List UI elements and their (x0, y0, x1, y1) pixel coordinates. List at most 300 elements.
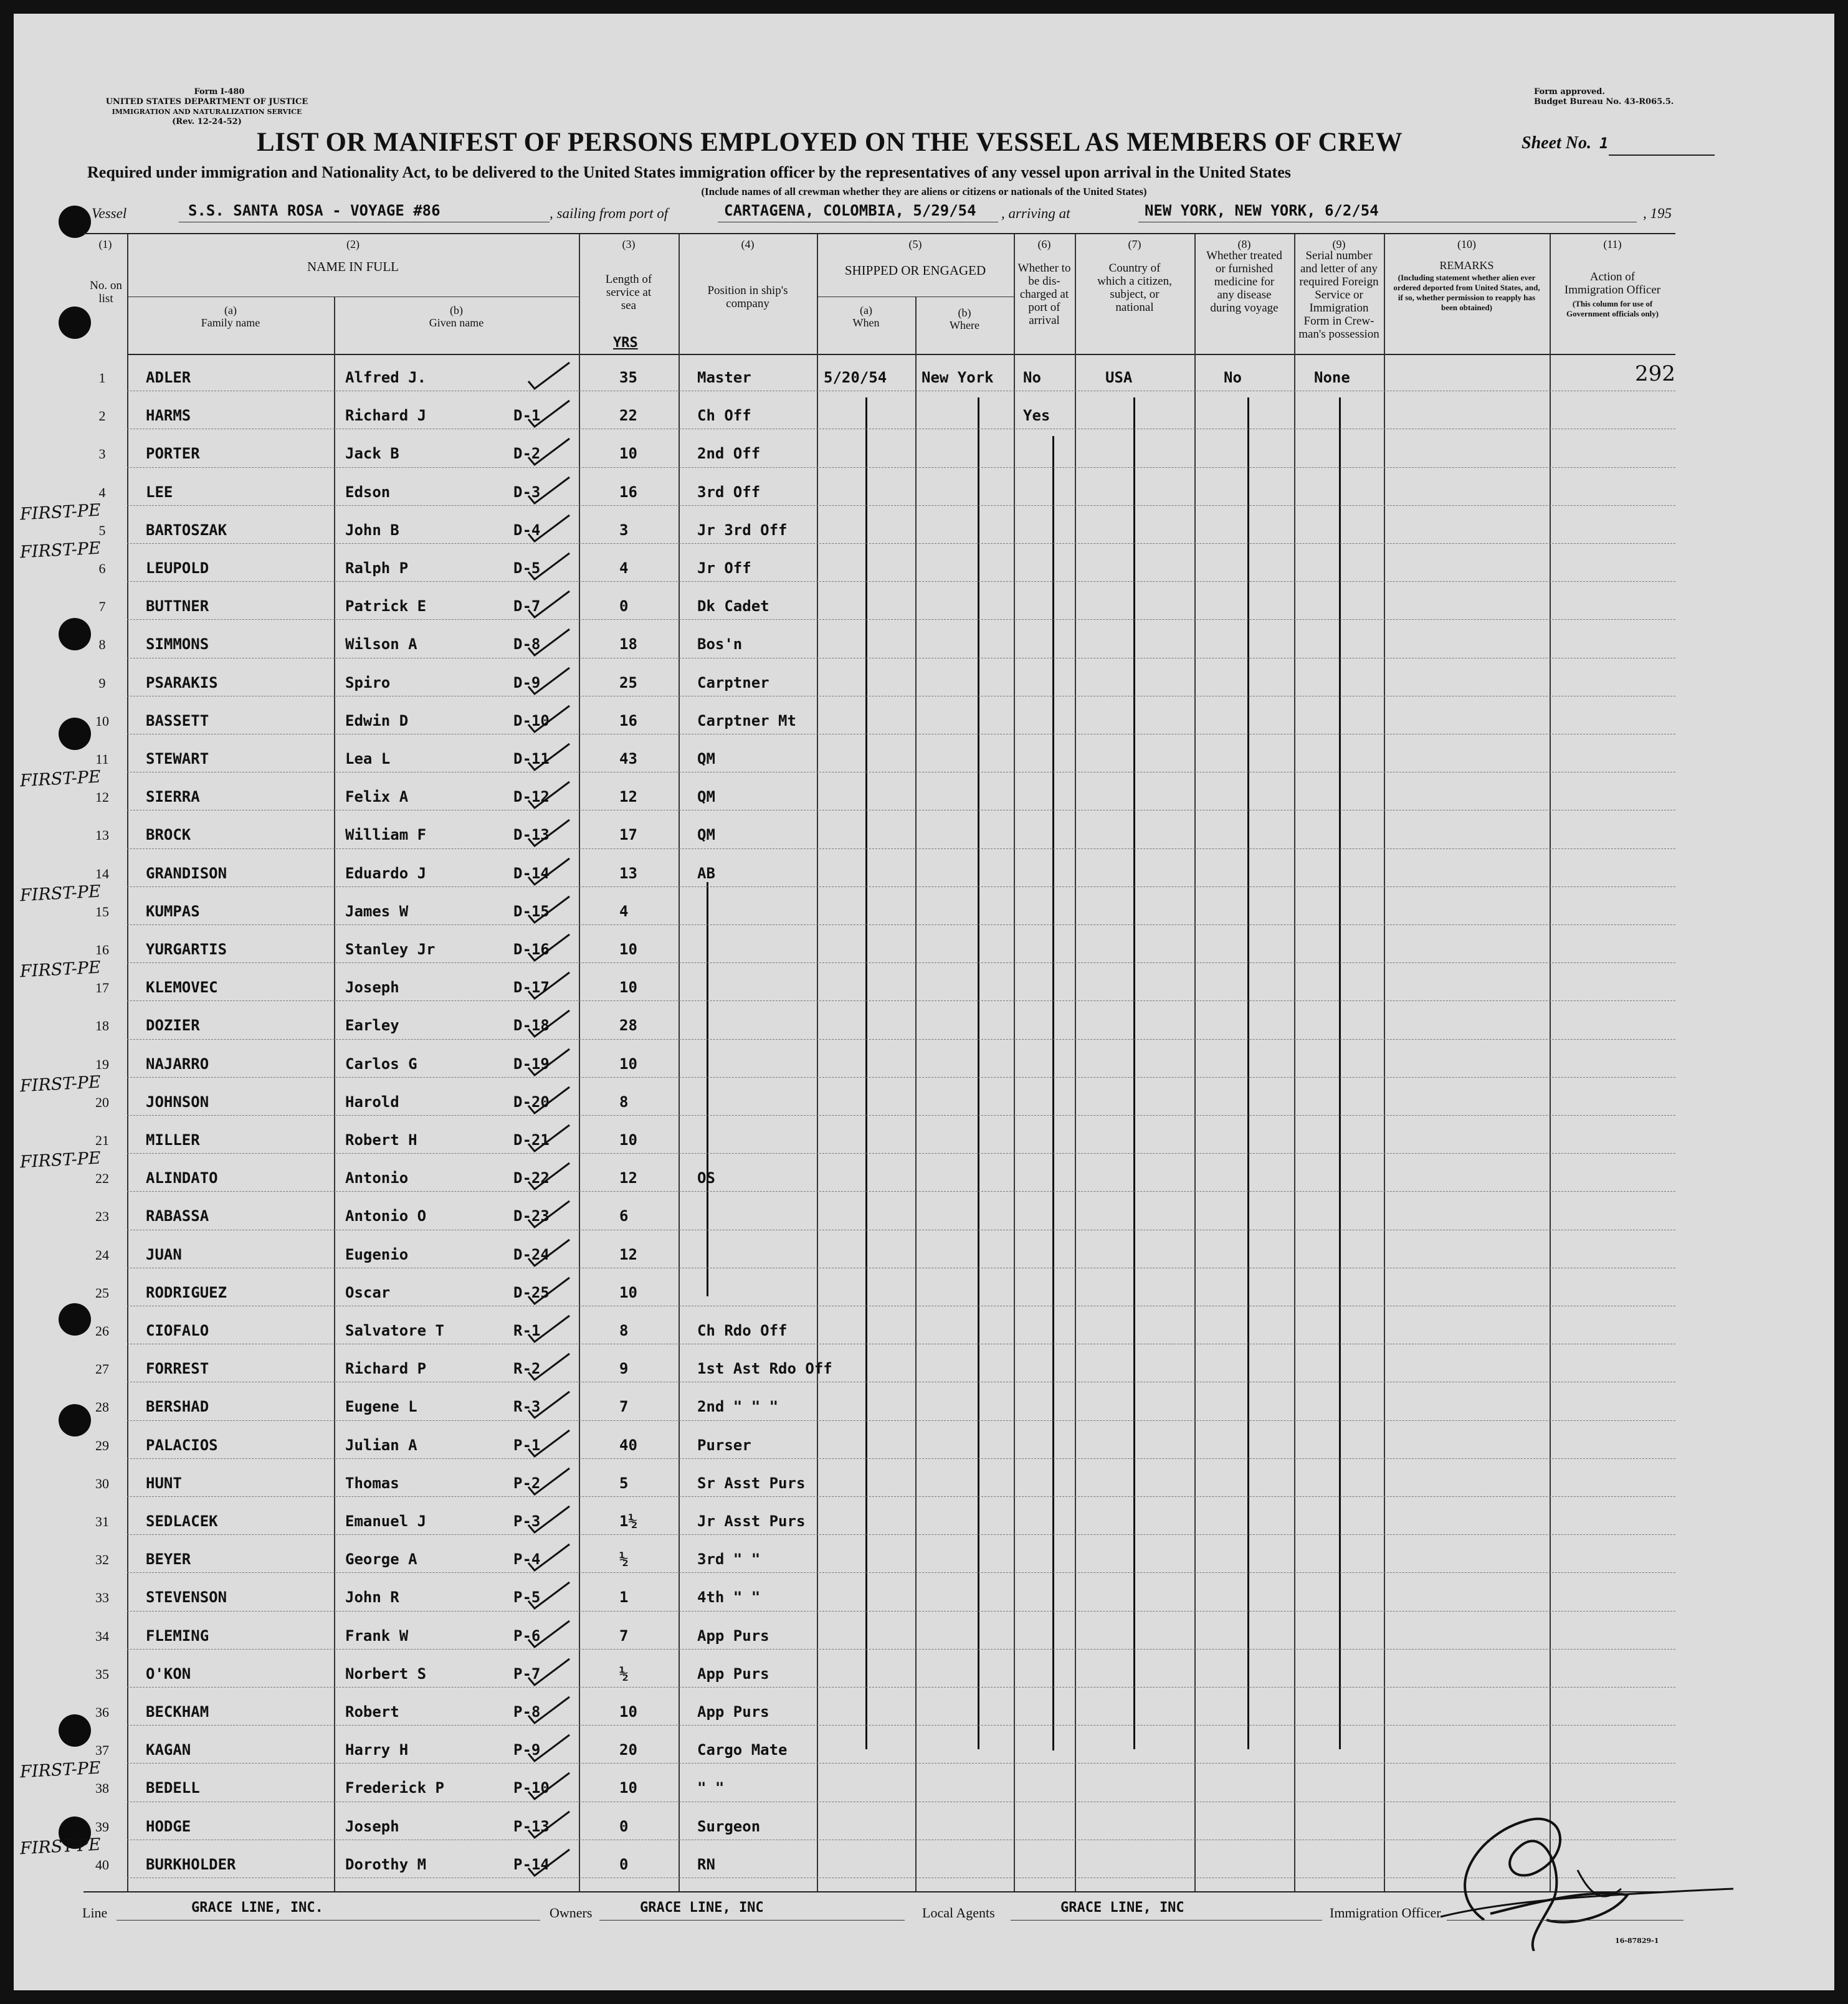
crew-given-name: Richard P (345, 1360, 427, 1378)
crew-row-number: 30 (95, 1475, 109, 1491)
col-number-2: (2) (346, 238, 360, 250)
crew-row-number: 19 (95, 1056, 109, 1072)
discharged-header: Whether to be dis-charged at port of arrival (1017, 262, 1071, 327)
crew-code: P-1 (513, 1436, 541, 1454)
crew-row (83, 1572, 1675, 1610)
crew-row (83, 1687, 1675, 1724)
sheet-number: 1 (1599, 135, 1609, 152)
crew-row (83, 886, 1675, 924)
col-number-5: (5) (908, 238, 922, 250)
crew-family-name: ADLER (146, 369, 191, 386)
officer-underline (1447, 1920, 1684, 1921)
crew-row (83, 1268, 1675, 1305)
crew-family-name: JOHNSON (146, 1093, 209, 1111)
margin-note: FIRST-PE (19, 767, 102, 791)
check-mark-icon (520, 890, 576, 928)
crew-row (83, 1039, 1675, 1076)
col-number-9: (9) (1332, 238, 1346, 250)
crew-family-name: PORTER (146, 445, 200, 463)
crew-family-name: PSARAKIS (146, 673, 218, 691)
crew-position: 4th " " (697, 1588, 761, 1607)
crew-position: QM (697, 826, 715, 844)
crew-years: 22 (619, 407, 637, 425)
check-mark-icon (520, 1653, 576, 1690)
crew-row (83, 505, 1675, 543)
col-number-6: (6) (1037, 238, 1051, 250)
crew-years: 12 (619, 1169, 637, 1187)
crew-row (83, 1306, 1675, 1343)
crew-row (83, 1420, 1675, 1458)
crew-row (83, 658, 1675, 695)
crew-family-name: BURKHOLDER (146, 1855, 236, 1873)
check-mark-icon (520, 700, 576, 737)
print-code: 16-87829-1 (1615, 1937, 1659, 1945)
crew-family-name: JUAN (146, 1245, 182, 1263)
crew-family-name: KLEMOVEC (146, 979, 218, 997)
owners-label: Owners (550, 1905, 593, 1921)
crew-years: 10 (619, 979, 637, 997)
crew-position: Ch Off (697, 407, 751, 425)
margin-note: FIRST-PE (19, 538, 102, 563)
sheet-underline (1609, 154, 1715, 156)
crew-row-number: 11 (95, 751, 109, 767)
crew-years: 10 (619, 1283, 637, 1301)
crew-family-name: STEVENSON (146, 1588, 227, 1607)
crew-row-number: 26 (95, 1323, 109, 1339)
crew-row-number: 29 (95, 1437, 109, 1453)
crew-code: R-2 (513, 1360, 541, 1378)
check-mark-icon (520, 738, 576, 775)
crew-position: OS (697, 1169, 715, 1187)
col-number-1: (1) (98, 238, 112, 250)
crew-row-number: 16 (95, 942, 109, 957)
check-mark-icon (520, 776, 576, 813)
crew-given-name: Edwin D (345, 711, 409, 729)
crew-given-name: Antonio (345, 1169, 409, 1187)
crew-row (83, 1458, 1675, 1496)
crew-row-number: 34 (95, 1628, 109, 1644)
crew-given-name: Earley (345, 1017, 399, 1035)
crew-family-name: GRANDISON (146, 864, 227, 882)
crew-position: Master (697, 369, 751, 386)
crew-row-number: 10 (95, 713, 109, 729)
crew-given-name: Frank W (345, 1626, 409, 1645)
crew-row-number: 6 (98, 561, 106, 576)
crew-code: D-7 (513, 597, 541, 615)
crew-years: 0 (619, 1855, 629, 1873)
crew-row-number: 3 (98, 446, 106, 462)
crew-given-name: Frederick P (345, 1779, 444, 1797)
crew-given-name: George A (345, 1550, 417, 1569)
crew-family-name: SEDLACEK (146, 1512, 218, 1530)
col-number-8: (8) (1237, 238, 1251, 250)
crew-row-number: 23 (95, 1209, 109, 1225)
crew-family-name: CIOFALO (146, 1322, 209, 1339)
crew-position: Ch Rdo Off (697, 1322, 788, 1339)
crew-row (83, 543, 1675, 581)
crew-years: 0 (619, 1817, 629, 1835)
crew-family-name: HARMS (146, 407, 191, 425)
check-mark-icon (520, 1615, 576, 1652)
crew-row-number: 17 (95, 980, 109, 996)
crew-years: 16 (619, 483, 637, 501)
crew-code: D-2 (513, 445, 541, 463)
manifest-sheet (14, 14, 1834, 1990)
crew-position: Jr 3rd Off (697, 521, 788, 539)
length-header: Length of service at sea (605, 273, 652, 312)
action-note: (This column for use of Government officials only) (1566, 299, 1659, 318)
crew-years: 10 (619, 445, 637, 463)
check-mark-icon (520, 1424, 576, 1461)
crew-shipped-when: 5/20/54 (824, 369, 887, 386)
crew-code: D-19 (513, 1055, 550, 1073)
crew-years: 1 (619, 1588, 629, 1607)
arriving-port: NEW YORK, NEW YORK, 6/2/54 (1145, 202, 1379, 219)
crew-family-name: MILLER (146, 1131, 200, 1149)
crew-years: 25 (619, 673, 637, 691)
crew-given-name: Ralph P (345, 559, 409, 577)
crew-years: 4 (619, 902, 629, 920)
crew-row-number: 32 (95, 1552, 109, 1568)
voyage-line (92, 201, 1699, 226)
crew-given-name: Joseph (345, 979, 399, 997)
no-on-list-header: No. on list (90, 279, 122, 305)
officer-label: Immigration Officer (1330, 1905, 1441, 1921)
check-mark-icon (520, 585, 576, 622)
check-mark-icon (520, 1157, 576, 1194)
crew-row (83, 1153, 1675, 1190)
crew-position: Jr Asst Purs (697, 1512, 806, 1530)
crew-given-name: Joseph (345, 1817, 399, 1835)
sailing-label: , sailing from port of (550, 206, 669, 221)
crew-position: Purser (697, 1436, 751, 1454)
check-mark-icon (520, 1538, 576, 1575)
check-mark-icon (520, 1385, 576, 1423)
crew-years: 35 (619, 369, 637, 386)
crew-family-name: PALACIOS (146, 1436, 218, 1454)
crew-years: 6 (619, 1207, 629, 1225)
name-in-full-header: NAME IN FULL (307, 259, 399, 274)
crew-years: 20 (619, 1741, 637, 1759)
yrs-label: YRS (613, 335, 638, 351)
crew-code: D-16 (513, 941, 550, 958)
crew-row (83, 810, 1675, 847)
crew-given-name: James W (345, 902, 409, 920)
crew-given-name: Robert (345, 1703, 399, 1721)
crew-years: 10 (619, 1055, 637, 1073)
check-mark-icon (520, 1729, 576, 1766)
when-a-label: (a) (860, 304, 872, 316)
crew-family-name: LEE (146, 483, 173, 501)
check-mark-icon (520, 852, 576, 890)
where-header: Where (950, 319, 979, 331)
crew-years: 7 (619, 1626, 629, 1645)
check-mark-icon (520, 1576, 576, 1613)
crew-code: D-10 (513, 711, 550, 729)
crew-given-name: Emanuel J (345, 1512, 427, 1530)
crew-row-number: 18 (95, 1018, 109, 1034)
crew-position: 3rd Off (697, 483, 761, 501)
margin-note: FIRST-PE (19, 1759, 102, 1782)
crew-years: ½ (619, 1664, 629, 1683)
crew-code: D-18 (513, 1017, 550, 1035)
crew-code: D-25 (513, 1283, 550, 1301)
family-name-header: Family name (201, 316, 260, 329)
check-mark-icon (520, 928, 576, 966)
crew-code: D-14 (513, 864, 550, 882)
crew-position: 3rd " " (697, 1550, 761, 1569)
crew-code: D-21 (513, 1131, 550, 1149)
check-mark-icon (520, 1843, 576, 1881)
crew-code: P-9 (513, 1741, 541, 1759)
crew-position: AB (697, 864, 715, 882)
check-mark-icon (520, 471, 576, 508)
col-number-3: (3) (622, 238, 636, 250)
sailing-port: CARTAGENA, COLOMBIA, 5/29/54 (724, 202, 976, 219)
crew-years: 4 (619, 559, 629, 577)
check-mark-icon (520, 394, 576, 432)
check-mark-icon (520, 662, 576, 699)
crew-row (83, 581, 1675, 619)
crew-given-name: Spiro (345, 673, 391, 691)
crew-position: Carptner (697, 673, 769, 691)
crew-given-name: Thomas (345, 1474, 399, 1492)
form-approved: Form approved. (1534, 87, 1605, 97)
crew-years: 5 (619, 1474, 629, 1492)
crew-given-name: Antonio O (345, 1207, 427, 1225)
crew-years: 3 (619, 521, 629, 539)
crew-shipped-where: New York (922, 369, 994, 386)
arriving-label: , arriving at (1001, 206, 1070, 221)
crew-given-name: Eduardo J (345, 864, 427, 882)
crew-row-number: 37 (95, 1742, 109, 1759)
crew-position: QM (697, 788, 715, 806)
crew-years: 10 (619, 941, 637, 958)
crew-given-name: Eugenio (345, 1245, 409, 1263)
vessel-label: Vessel (92, 206, 127, 221)
crew-row (83, 734, 1675, 771)
crew-family-name: HUNT (146, 1474, 182, 1492)
crew-row-number: 39 (95, 1818, 109, 1835)
crew-row-number: 14 (95, 865, 109, 881)
crew-given-name: John B (345, 521, 399, 539)
agents-label: Local Agents (922, 1905, 995, 1921)
crew-code: D-8 (513, 635, 541, 653)
crew-row-number: 33 (95, 1590, 109, 1606)
margin-note: FIRST-PE (19, 1148, 102, 1172)
crew-row (83, 429, 1675, 466)
agents-underline (1011, 1920, 1322, 1921)
given-b-label: (b) (450, 304, 463, 316)
crew-family-name: KAGAN (146, 1741, 191, 1759)
crew-row-number: 5 (98, 522, 106, 538)
crew-row (83, 1534, 1675, 1572)
check-mark-icon (520, 1500, 576, 1537)
crew-row-number: 13 (95, 827, 109, 843)
page-title: LIST OR MANIFEST OF PERSONS EMPLOYED ON THE VESSEL AS MEMBERS OF CREW (257, 128, 1403, 157)
check-mark-icon (520, 509, 576, 546)
crew-row (83, 1000, 1675, 1038)
owners-underline (599, 1920, 905, 1921)
vessel-name: S.S. SANTA ROSA - VOYAGE #86 (188, 202, 441, 219)
action-header: Action of Immigration Officer (1564, 270, 1661, 297)
crew-row-number: 4 (98, 484, 106, 500)
crew-code: P-10 (513, 1779, 550, 1797)
crew-code: D-22 (513, 1169, 550, 1187)
crew-code: D-4 (513, 521, 541, 539)
crew-family-name: FLEMING (146, 1626, 209, 1645)
crew-position: Sr Asst Purs (697, 1474, 806, 1492)
crew-serial: None (1314, 369, 1350, 386)
crew-given-name: Salvatore T (345, 1322, 444, 1339)
margin-note: FIRST-PE (19, 1072, 102, 1096)
crew-years: 1½ (619, 1512, 637, 1530)
medicine-header: Whether treated or furnished medicine for any disease during voyage (1206, 249, 1282, 315)
crew-given-name: Harold (345, 1093, 399, 1111)
crew-code: D-15 (513, 902, 550, 920)
crew-code: P-8 (513, 1703, 541, 1721)
check-mark-icon (520, 966, 576, 1004)
margin-note: FIRST-PE (19, 1835, 102, 1859)
crew-row (83, 1077, 1675, 1114)
crew-position: 1st Ast Rdo Off (697, 1360, 832, 1378)
crew-code: D-12 (513, 788, 550, 806)
crew-row (83, 772, 1675, 809)
crew-years: 8 (619, 1093, 629, 1111)
crew-row-number: 31 (95, 1514, 109, 1529)
crew-position: App Purs (697, 1703, 769, 1721)
crew-code: D-20 (513, 1093, 550, 1111)
check-mark-icon (520, 1119, 576, 1156)
crew-row (83, 1725, 1675, 1762)
crew-code: D-5 (513, 559, 541, 577)
crew-row-number: 35 (95, 1666, 109, 1682)
margin-note: FIRST-PE (19, 881, 102, 906)
crew-years: 17 (619, 826, 637, 844)
crew-row (83, 924, 1675, 962)
crew-given-name: Julian A (345, 1436, 417, 1454)
crew-family-name: KUMPAS (146, 902, 200, 920)
crew-row (83, 1611, 1675, 1648)
crew-years: 7 (619, 1398, 629, 1416)
crew-years: 0 (619, 597, 629, 615)
crew-code: P-7 (513, 1664, 541, 1683)
remarks-note: (Including statement whether alien ever ordered deported from United States, and, if so, whether permission to reapply has been obtained) (1393, 273, 1540, 312)
check-mark-icon (520, 1767, 576, 1804)
crew-code: P-3 (513, 1512, 541, 1530)
crew-row (83, 1496, 1675, 1534)
crew-family-name: BECKHAM (146, 1703, 209, 1721)
line-value: GRACE LINE, INC. (191, 1900, 323, 1916)
crew-row-number: 22 (95, 1171, 109, 1187)
col-number-11: (11) (1603, 238, 1622, 250)
crew-given-name: Edson (345, 483, 391, 501)
check-mark-icon (520, 814, 576, 851)
service: IMMIGRATION AND NATURALIZATION SERVICE (112, 108, 302, 116)
crew-row-number: 21 (95, 1133, 109, 1148)
crew-code: D-1 (513, 407, 541, 425)
crew-row-number: 28 (95, 1399, 109, 1415)
crew-family-name: O'KON (146, 1664, 191, 1683)
crew-row-number: 1 (98, 370, 106, 386)
crew-row-number: 15 (95, 903, 109, 919)
crew-given-name: Wilson A (345, 635, 417, 653)
crew-discharged: Yes (1023, 407, 1050, 425)
crew-position: Dk Cadet (697, 597, 769, 615)
crew-position: Cargo Mate (697, 1741, 788, 1759)
crew-row (83, 353, 1675, 390)
line-label: Line (82, 1905, 108, 1921)
crew-code: P-4 (513, 1550, 541, 1569)
crew-given-name: Harry H (345, 1741, 409, 1759)
check-mark-icon (520, 1271, 576, 1309)
crew-given-name: Oscar (345, 1283, 391, 1301)
margin-note: FIRST-PE (19, 500, 102, 525)
crew-family-name: YURGARTIS (146, 941, 227, 958)
crew-medicine: No (1224, 369, 1242, 386)
where-b-label: (b) (958, 306, 971, 319)
crew-code: D-11 (513, 750, 550, 767)
given-name-header: Given name (429, 316, 484, 329)
crew-code: D-17 (513, 979, 550, 997)
owners-value: GRACE LINE, INC (640, 1900, 764, 1916)
crew-code: P-13 (513, 1817, 550, 1835)
check-mark-icon (520, 1081, 576, 1118)
sheet-no-label: Sheet No. (1522, 133, 1591, 153)
crew-family-name: NAJARRO (146, 1055, 209, 1073)
crew-family-name: RABASSA (146, 1207, 209, 1225)
crew-action: 292 (1635, 361, 1675, 386)
crew-family-name: BASSETT (146, 711, 209, 729)
crew-given-name: Richard J (345, 407, 427, 425)
crew-family-name: BARTOSZAK (146, 521, 227, 539)
crew-years: ½ (619, 1550, 629, 1569)
crew-row (83, 1344, 1675, 1381)
crew-row (83, 467, 1675, 505)
crew-code: D-9 (513, 673, 541, 691)
sheet-label (1522, 133, 1608, 153)
crew-family-name: ALINDATO (146, 1169, 218, 1187)
immigration-officer-signature (1403, 1795, 1752, 1951)
subtitle: Required under immigration and Nationality Act, to be delivered to the United States immigration officer by the representatives of any vessel upon arrival in the United States (87, 163, 1291, 181)
check-mark-icon (520, 432, 576, 470)
crew-row-number: 8 (98, 637, 106, 653)
crew-years: 9 (619, 1360, 629, 1378)
crew-family-name: BEDELL (146, 1779, 200, 1797)
crew-code: R-1 (513, 1322, 541, 1339)
crew-position: 2nd Off (697, 445, 761, 463)
crew-family-name: BUTTNER (146, 597, 209, 615)
crew-row (83, 619, 1675, 657)
crew-code: P-5 (513, 1588, 541, 1607)
position-header: Position in ship's company (707, 284, 788, 310)
crew-given-name: Alfred J. (345, 369, 427, 386)
crew-row (83, 848, 1675, 886)
crew-given-name: Dorothy M (345, 1855, 427, 1873)
crew-family-name: SIERRA (146, 788, 200, 806)
crew-position: App Purs (697, 1664, 769, 1683)
crew-discharged: No (1023, 369, 1041, 386)
crew-row-number: 20 (95, 1094, 109, 1110)
crew-row-number: 27 (95, 1361, 109, 1377)
crew-code: R-3 (513, 1398, 541, 1416)
crew-row-number: 36 (95, 1704, 109, 1720)
check-mark-icon (520, 1233, 576, 1271)
crew-family-name: RODRIGUEZ (146, 1283, 227, 1301)
crew-given-name: John R (345, 1588, 399, 1607)
crew-years: 40 (619, 1436, 637, 1454)
crew-family-name: BERSHAD (146, 1398, 209, 1416)
